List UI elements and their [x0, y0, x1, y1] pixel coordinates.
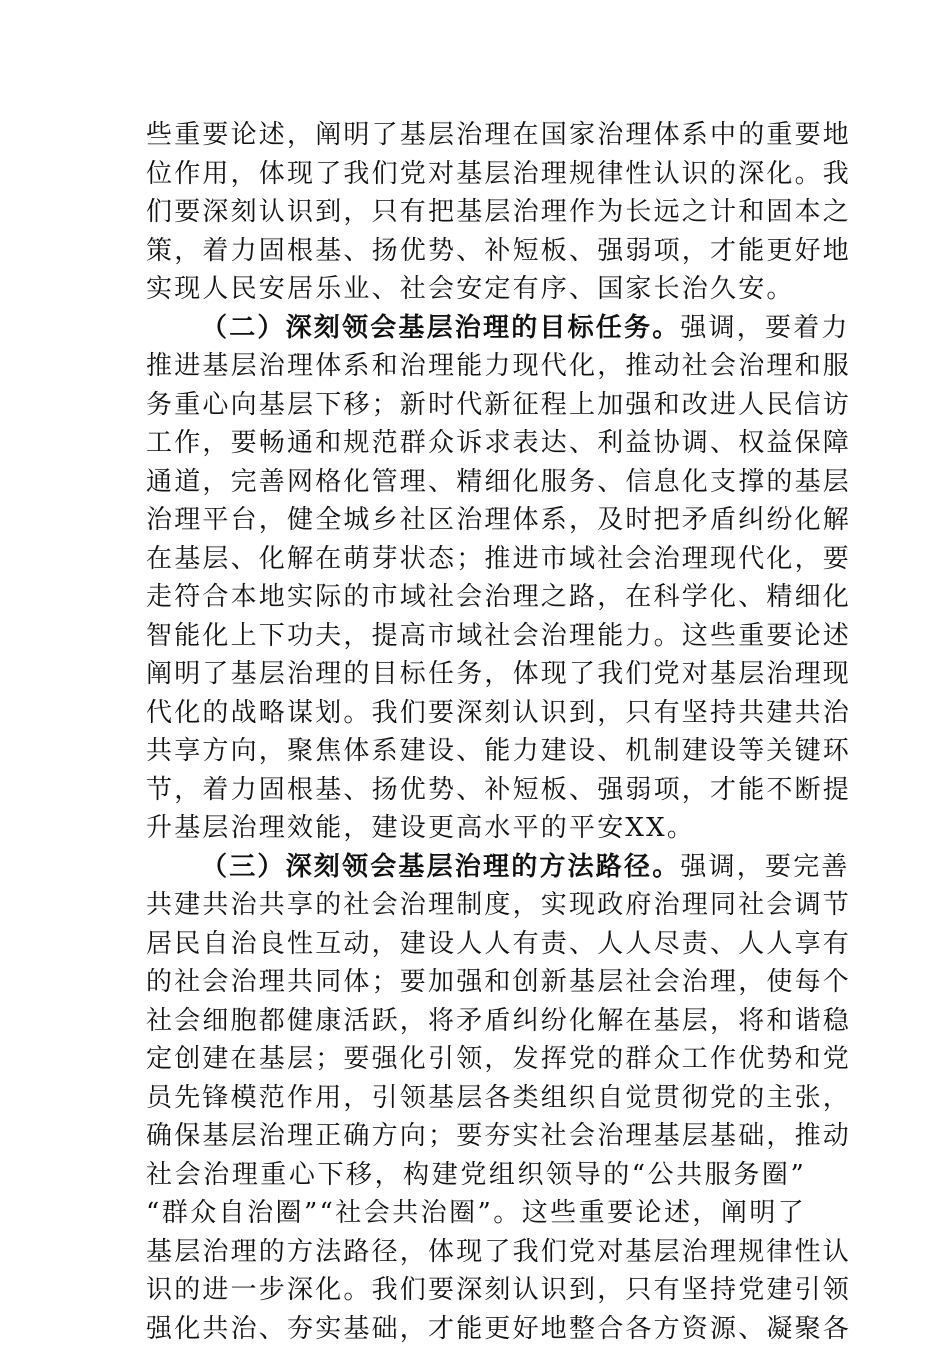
paragraph-2-first-line — [146, 309, 806, 348]
paragraph-3-line-6: 定创建在基层；要强化引领，发挥党的群众工作优势和党 — [146, 1040, 806, 1079]
paragraph-2-line-2: 推进基层治理体系和治理能力现代化，推动社会治理和服 — [146, 347, 806, 386]
paragraph-2-line-11: 代化的战略谋划。我们要深刻认识到，只有坚持共建共治 — [146, 694, 806, 733]
paragraph-1-line-4: 策，着力固根基、扬优势、补短板、强弱项，才能更好地 — [146, 232, 806, 271]
paragraph-3-line-4: 的社会治理共同体；要加强和创新基层社会治理，使每个 — [146, 963, 806, 1002]
paragraph-2-line-13: 节，着力固根基、扬优势、补短板、强弱项，才能不断提 — [146, 771, 806, 810]
paragraph-3-first-line — [146, 848, 806, 887]
paragraph-3-line-12: 识的进一步深化。我们要深刻认识到，只有坚持党建引领 — [146, 1271, 806, 1310]
paragraph-3-line-9: 社会治理重心下移，构建党组织领导的“公共服务圈” — [146, 1156, 806, 1195]
paragraph-2-line-4: 工作，要畅通和规范群众诉求表达、利益协调、权益保障 — [146, 424, 806, 463]
document-body — [146, 116, 806, 1348]
paragraph-2-line-8: 走符合本地实际的市域社会治理之路，在科学化、精细化 — [146, 578, 806, 617]
paragraph-3-line-2: 共建共治共享的社会治理制度，实现政府治理同社会调节 — [146, 886, 806, 925]
paragraph-2-line-5: 通道，完善网格化管理、精细化服务、信息化支撑的基层 — [146, 463, 806, 502]
paragraph-3-line-11: 基层治理的方法路径，体现了我们党对基层治理规律性认 — [146, 1233, 806, 1272]
paragraph-2-heading: （二）深刻领会基层治理的目标任务。 — [201, 313, 680, 343]
paragraph-3-heading: （三）深刻领会基层治理的方法路径。 — [201, 852, 680, 882]
paragraph-2-line-6: 治理平台，健全城乡社区治理体系，及时把矛盾纠纷化解 — [146, 501, 806, 540]
paragraph-2-line-12: 共享方向，聚焦体系建设、能力建设、机制建设等关键环 — [146, 732, 806, 771]
paragraph-3-line-13: 强化共治、夯实基础，才能更好地整合各方资源、凝聚各 — [146, 1310, 806, 1348]
paragraph-3-line-5: 社会细胞都健康活跃，将矛盾纠纷化解在基层，将和谐稳 — [146, 1002, 806, 1041]
paragraph-3-first-line-rest: 强调，要完善 — [680, 852, 849, 882]
paragraph-2-line-7: 在基层、化解在萌芽状态；推进市域社会治理现代化，要 — [146, 540, 806, 579]
paragraph-2-line-14: 升基层治理效能，建设更高水平的平安XX。 — [146, 809, 806, 848]
paragraph-2-line-9: 智能化上下功夫，提高市域社会治理能力。这些重要论述 — [146, 617, 806, 656]
paragraph-1-line-1: 些重要论述，阐明了基层治理在国家治理体系中的重要地 — [146, 116, 806, 155]
paragraph-1-line-3: 们要深刻认识到，只有把基层治理作为长远之计和固本之 — [146, 193, 806, 232]
paragraph-1-line-5: 实现人民安居乐业、社会安定有序、国家长治久安。 — [146, 270, 806, 309]
paragraph-1-line-2: 位作用，体现了我们党对基层治理规律性认识的深化。我 — [146, 155, 806, 194]
paragraph-2-line-3: 务重心向基层下移；新时代新征程上加强和改进人民信访 — [146, 386, 806, 425]
paragraph-2-first-line-rest: 强调，要着力 — [680, 313, 849, 343]
paragraph-3-line-8: 确保基层治理正确方向；要夯实社会治理基层基础，推动 — [146, 1117, 806, 1156]
paragraph-3-line-7: 员先锋模范作用，引领基层各类组织自觉贯彻党的主张， — [146, 1079, 806, 1118]
paragraph-2-line-10: 阐明了基层治理的目标任务，体现了我们党对基层治理现 — [146, 655, 806, 694]
paragraph-3-line-3: 居民自治良性互动，建设人人有责、人人尽责、人人享有 — [146, 925, 806, 964]
paragraph-3-line-10: “群众自治圈”“社会共治圈”。这些重要论述，阐明了 — [146, 1194, 806, 1233]
